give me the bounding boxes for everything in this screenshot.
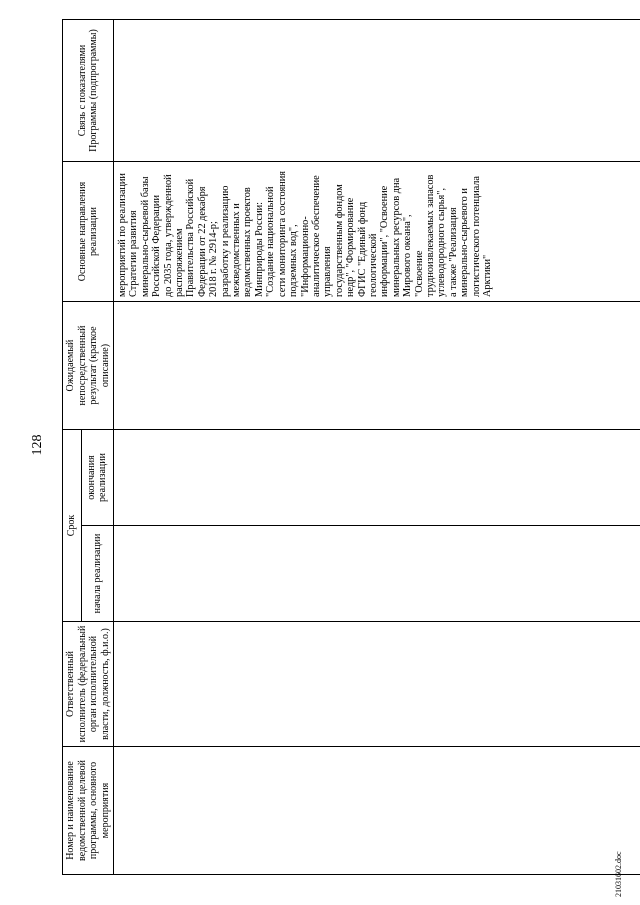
main-directions-line: 2018 г. № 2914-р;	[208, 221, 220, 297]
main-directions-line: "Освоение	[413, 250, 425, 297]
document-reference: 21031602.doc	[614, 851, 623, 897]
main-directions-text	[114, 162, 496, 301]
main-directions-line: распоряжением	[174, 228, 186, 297]
header-link-indicators: Связь с показателями Программы (подпрограммы)	[63, 20, 114, 162]
cell-term-start	[114, 526, 640, 622]
page-number: 128	[30, 434, 45, 456]
main-directions-line: управления	[322, 246, 334, 297]
main-directions-line: Стратегии развития	[128, 210, 140, 297]
cell-number-and-name	[114, 747, 640, 875]
header-term-start: начала реализации	[81, 526, 113, 622]
main-directions-line: мероприятий по реализации	[117, 173, 128, 297]
main-directions-line: Российской Федерации	[151, 195, 163, 297]
main-directions-line: сети мониторинга состояния	[276, 171, 288, 297]
main-directions-line: до 2035 года, утвержденной	[162, 174, 174, 297]
header-expected-result: Ожидаемый непосредственный результат (краткое описание)	[63, 302, 114, 430]
cell-term-end	[114, 430, 640, 526]
main-directions-line: "Информационно-	[299, 216, 311, 297]
header-responsible: Ответственный исполнитель (федеральный орган исполнительной власти, должность, ф.и.о.)	[63, 622, 114, 747]
main-directions-line: геологической	[367, 233, 379, 297]
main-directions-line: Минприроды России:	[253, 202, 265, 297]
main-directions-line: минерально-сырьевой базы	[139, 176, 151, 297]
main-directions-line: недр", "Формирование	[345, 197, 357, 297]
main-directions-line: минерально-сырьевого и	[459, 188, 471, 297]
main-directions-line: подземных вод",	[288, 224, 300, 297]
cell-expected-result	[114, 302, 640, 430]
main-directions-line: информации", "Освоение	[379, 185, 391, 297]
main-directions-line: Арктики"	[482, 254, 493, 297]
cell-link-indicators	[114, 20, 640, 162]
main-directions-line: "Создание национальной	[265, 186, 277, 297]
header-term: Срок	[63, 430, 82, 622]
header-main-directions: Основные направления реализации	[63, 162, 114, 302]
table-row	[114, 20, 640, 875]
main-directions-line: ведомственных проектов	[242, 187, 254, 297]
main-directions-line: Федерации от 22 декабря	[196, 186, 208, 297]
main-directions-line: углеводородного сырья",	[436, 187, 448, 297]
main-directions-line: логистического потенциала	[470, 176, 482, 297]
main-directions-line: Мирового океана",	[402, 214, 414, 297]
main-directions-line: а также "Реализация	[447, 207, 459, 297]
main-directions-line: минеральных ресурсов дна	[390, 177, 402, 297]
header-number-and-name: Номер и наименование ведомственной целевой программы, основного мероприятия	[63, 747, 114, 875]
program-table	[62, 19, 640, 875]
main-directions-line: межведомственных и	[231, 203, 243, 297]
main-directions-line: ФГИС "Единый фонд	[356, 201, 368, 297]
main-directions-line: трудноизвлекаемых запасов	[424, 174, 436, 297]
cell-main-directions	[114, 162, 640, 302]
main-directions-line: аналитическое обеспечение	[310, 175, 322, 297]
cell-responsible	[114, 622, 640, 747]
main-directions-line: разработку и реализацию	[219, 185, 231, 297]
header-term-end: окончания реализации	[81, 430, 113, 526]
main-directions-line: государственным фондом	[333, 184, 345, 297]
header-row-1	[63, 20, 82, 875]
main-directions-line: Правительства Российской	[185, 178, 197, 297]
